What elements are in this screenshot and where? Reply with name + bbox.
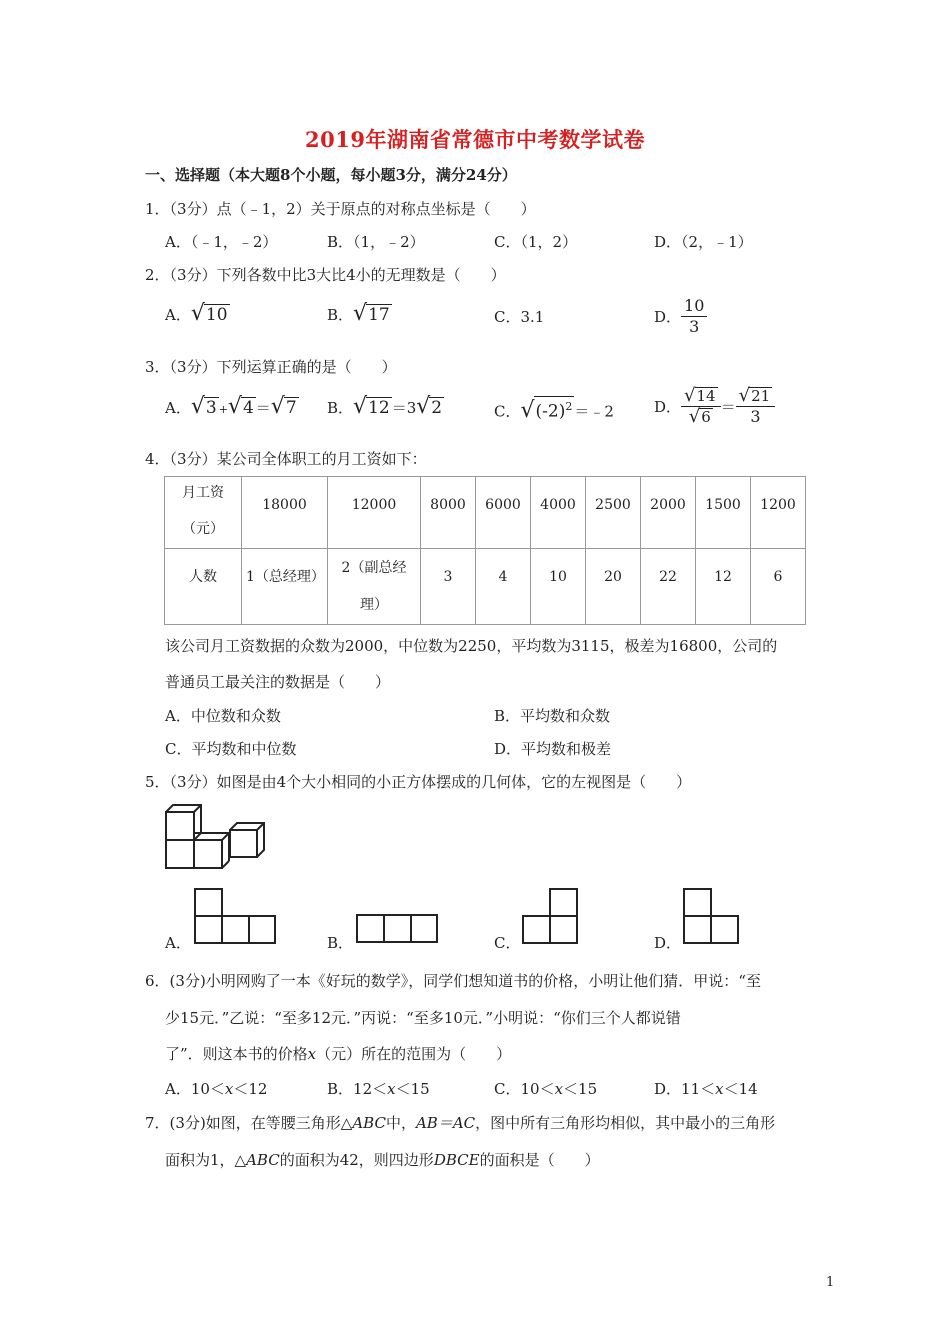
q2-stem: 2．（3分）下列各数中比3大比4小的无理数是（ ） xyxy=(145,266,506,284)
text-segment: （元）所在的范围为（ ） xyxy=(316,1045,512,1063)
q6-line3 xyxy=(165,1043,511,1064)
variable: DBCE xyxy=(433,1151,480,1169)
sqrt-expression: √ 2 xyxy=(416,394,443,419)
radicand: 3 xyxy=(205,398,217,418)
radicand: 21 xyxy=(751,387,771,405)
radicand: 12 xyxy=(368,398,390,418)
table-cell: 2500 xyxy=(586,477,641,549)
q6-line2: 少15元．”乙说：“至多12元．”丙说：“至多10元．”小明说：“你们三个人都说错 xyxy=(165,1009,681,1027)
q6-option-a xyxy=(165,1078,267,1099)
q2-option-a xyxy=(165,303,230,325)
radicand: 6 xyxy=(701,408,711,426)
fraction xyxy=(736,386,776,427)
plus-sign: + xyxy=(218,403,228,416)
option-label: B． xyxy=(327,306,354,324)
radicand: 2 xyxy=(431,398,443,418)
table-cell xyxy=(328,549,421,625)
q7-line1 xyxy=(145,1112,775,1133)
equation-rest: ＝﹣2 xyxy=(574,402,614,421)
numerator: 10 xyxy=(681,296,707,317)
header-line: 月工资 xyxy=(182,485,224,501)
variable: x xyxy=(224,1080,234,1098)
q3-option-c xyxy=(494,396,614,422)
q5-option-d-label: D． xyxy=(654,934,682,952)
radicand xyxy=(534,396,575,422)
radicand: 17 xyxy=(368,305,390,325)
option-label: A． xyxy=(165,399,191,417)
table-cell: 4 xyxy=(476,549,531,625)
q6-line1: 6．(3分)小明网购了一本《好玩的数学》，同学们想知道书的价格，小明让他们猜．甲说：“至 xyxy=(145,972,761,990)
q1-stem: 1．（3分）点（﹣1，2）关于原点的对称点坐标是（ ） xyxy=(145,200,536,218)
table-row xyxy=(165,477,806,549)
q4-option-b: B．平均数和众数 xyxy=(494,707,611,725)
text-segment: B．12＜ xyxy=(327,1080,388,1098)
q6-option-b xyxy=(327,1078,430,1099)
q1-option-c: C．（1，2） xyxy=(494,233,578,251)
option-label: D． xyxy=(654,398,682,416)
q1-option-a: A．（﹣1，﹣2） xyxy=(165,233,278,251)
q3-stem: 3．（3分）下列运算正确的是（ ） xyxy=(145,358,397,376)
q4-stem: 4．（3分）某公司全体职工的月工资如下： xyxy=(145,450,427,468)
text-segment: A．10＜ xyxy=(165,1080,225,1098)
fraction xyxy=(681,296,707,337)
variable: AB＝AC xyxy=(415,1114,476,1132)
variable: x xyxy=(387,1080,396,1098)
q5-option-a-label: A． xyxy=(165,934,191,952)
q4-option-a: A．中位数和众数 xyxy=(165,707,281,725)
table-cell: 2000 xyxy=(641,477,696,549)
variable: x xyxy=(715,1080,724,1098)
sqrt-expression: √ 17 xyxy=(353,301,390,326)
table-cell: 12000 xyxy=(328,477,421,549)
text-segment: ＜15 xyxy=(563,1080,598,1098)
q7-line2 xyxy=(165,1149,600,1170)
option-label: B． xyxy=(327,399,354,417)
denominator: 3 xyxy=(689,317,700,336)
table-cell: 4000 xyxy=(531,477,586,549)
q2-option-d xyxy=(654,296,707,337)
q1-option-b: B．（1，﹣2） xyxy=(327,233,425,251)
table-cell: 10 xyxy=(531,549,586,625)
radicand-base: (-2) xyxy=(535,401,566,422)
q2-option-b xyxy=(327,303,392,325)
fraction xyxy=(681,386,721,427)
q5-option-b-label: B． xyxy=(327,934,354,952)
q6-option-d xyxy=(654,1078,758,1099)
q3-option-b xyxy=(327,396,444,418)
text-segment: C．10＜ xyxy=(494,1080,555,1098)
q3-option-d xyxy=(654,386,775,427)
radicand: 14 xyxy=(696,387,716,405)
q4-option-c: C．平均数和中位数 xyxy=(165,740,297,758)
q4-text-line2: 普通员工最关注的数据是（ ） xyxy=(165,673,391,691)
table-cell: 1200 xyxy=(751,477,806,549)
equals-sign: ＝ xyxy=(720,398,736,416)
table-cell: 20 xyxy=(586,549,641,625)
header-line: （元） xyxy=(182,521,224,537)
numerator: √ 14 xyxy=(681,386,721,407)
q4-text-line1: 该公司月工资数据的众数为2000，中位数为2250，平均数为3115，极差为16800，公司的 xyxy=(165,637,778,655)
page-number: 1 xyxy=(826,1275,835,1290)
table-header-cell: 人数 xyxy=(165,549,242,625)
sqrt-expression: √ 10 xyxy=(190,301,228,326)
table-cell: 6000 xyxy=(476,477,531,549)
cell-line: 2（副总经 xyxy=(341,560,407,576)
table-cell: 1（总经理） xyxy=(242,549,328,625)
variable: ABC xyxy=(246,1151,280,1169)
equals-sign: ＝ xyxy=(255,399,271,417)
exam-title: 2019年湖南省常德市中考数学试卷 xyxy=(305,127,645,152)
text-segment: 7．(3分)如图，在等腰三角形△ xyxy=(145,1114,353,1132)
text-segment: 中， xyxy=(385,1114,416,1132)
text-segment: 了”．则这本书的价格 xyxy=(165,1045,308,1063)
q1-option-d: D．（2，﹣1） xyxy=(654,233,753,251)
variable: x xyxy=(307,1045,317,1063)
cell-line: 理） xyxy=(360,597,388,613)
option-label: C． xyxy=(494,402,521,421)
text-segment: ＜15 xyxy=(395,1080,430,1098)
radicand: 4 xyxy=(242,398,254,418)
q5-option-c-label: C． xyxy=(494,934,521,952)
q5-option-c-figure xyxy=(520,886,580,946)
denominator: √ 6 xyxy=(688,406,711,427)
sqrt-expression: √ 4 xyxy=(227,394,254,419)
table-cell: 1500 xyxy=(696,477,751,549)
q5-option-d-figure xyxy=(681,886,741,946)
cube-solid-figure xyxy=(160,800,280,872)
table-cell: 22 xyxy=(641,549,696,625)
text-segment: 面积为1，△ xyxy=(165,1151,247,1169)
q4-option-d: D．平均数和极差 xyxy=(494,740,612,758)
table-cell: 12 xyxy=(696,549,751,625)
table-cell: 6 xyxy=(751,549,806,625)
table-cell: 3 xyxy=(421,549,476,625)
radicand: 7 xyxy=(285,398,297,418)
table-cell: 18000 xyxy=(242,477,328,549)
table-cell: 8000 xyxy=(421,477,476,549)
text-segment: ，图中所有三角形均相似，其中最小的三角形 xyxy=(475,1114,776,1132)
option-label: A． xyxy=(165,306,191,324)
sqrt-expression: √ 7 xyxy=(270,394,297,419)
sqrt-expression: √ 12 xyxy=(353,394,390,419)
q3-option-a xyxy=(165,396,299,418)
q2-option-c: C．3.1 xyxy=(494,308,545,326)
text-segment: 的面积为42，则四边形 xyxy=(279,1151,434,1169)
variable: ABC xyxy=(352,1114,386,1132)
q6-option-c xyxy=(494,1078,597,1099)
equals-sign: ＝3 xyxy=(391,399,417,417)
numerator: √ 21 xyxy=(736,386,776,407)
q5-option-b-figure xyxy=(354,912,440,946)
sqrt-expression: √ 3 xyxy=(190,394,217,419)
radicand: 10 xyxy=(205,305,228,325)
denominator: 3 xyxy=(750,407,761,426)
section-heading: 一、选择题（本大题8个小题，每小题3分，满分24分） xyxy=(145,166,517,184)
table-row xyxy=(165,549,806,625)
table-header-cell xyxy=(165,477,242,549)
text-segment: D．11＜ xyxy=(654,1080,716,1098)
sqrt-expression: √ $(-2)^2$ xyxy=(520,397,573,423)
text-segment: ＜14 xyxy=(723,1080,758,1098)
salary-table xyxy=(164,476,806,625)
text-segment: ＜12 xyxy=(233,1080,268,1098)
q5-stem: 5．（3分）如图是由4个大小相同的小正方体摆成的几何体，它的左视图是（ ） xyxy=(145,773,692,791)
option-label: D． xyxy=(654,308,682,326)
exponent: 2 xyxy=(565,400,573,413)
text-segment: 的面积是（ ） xyxy=(479,1151,600,1169)
variable: x xyxy=(554,1080,564,1098)
q5-option-a-figure xyxy=(192,886,278,946)
